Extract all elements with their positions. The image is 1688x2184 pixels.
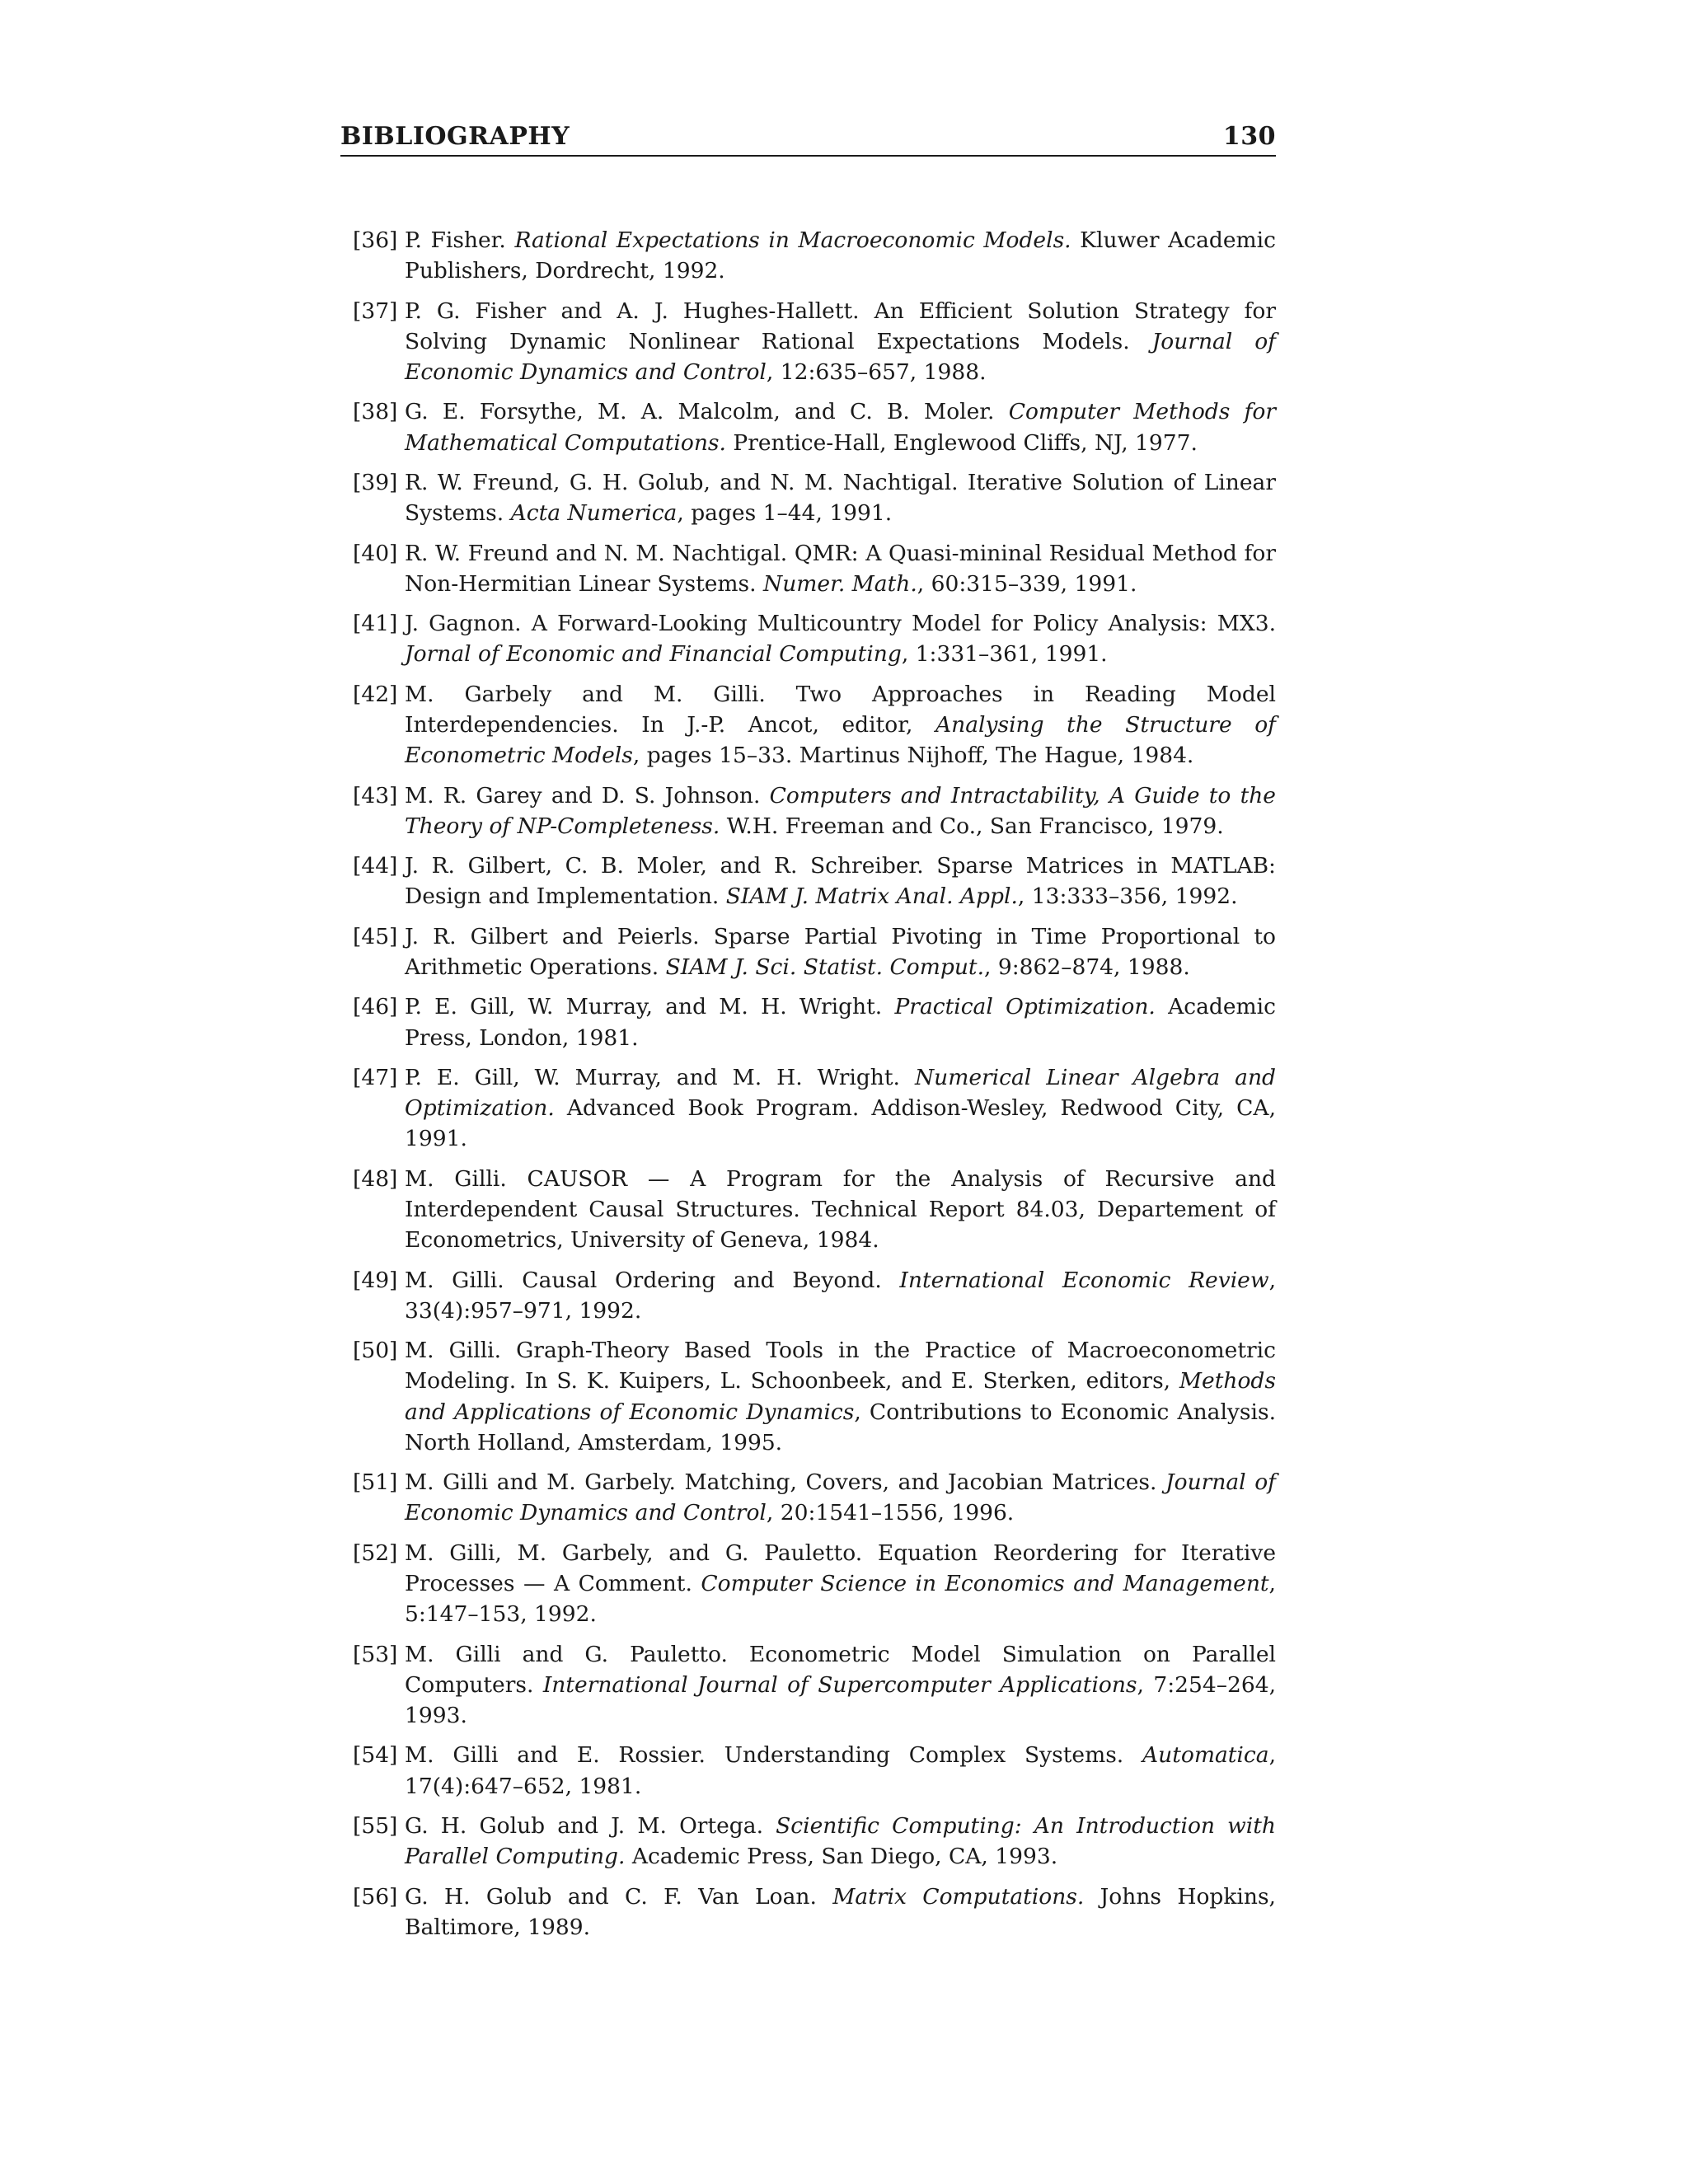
reference-number: [55]	[353, 1812, 398, 1839]
reference-entry	[353, 538, 1276, 599]
reference-entry	[353, 1811, 1276, 1872]
reference-number: [48]	[353, 1165, 398, 1192]
reference-authors-and-title: M. Gilli. CAUSOR — A Program for the Analysis of Recursive and Interdependent Causal Structures. Technical Report 84.03, Departement of Econometrics, University of Geneva, 1984.	[405, 1165, 1276, 1254]
reference-authors-and-title: G. H. Golub and J. M. Ortega.	[405, 1812, 763, 1839]
reference-italic-source: Computer Science in Economics and Management	[701, 1570, 1269, 1596]
reference-authors-and-title: M. Garbely and M. Gilli. Two Approaches in Reading Model Interdependencies. In J.-P. Ancot, editor,	[405, 681, 1276, 738]
reference-number: [47]	[353, 1064, 398, 1090]
reference-publication-details: Academic Press, London, 1981.	[405, 994, 1276, 1051]
reference-publication-details: , 13:333–356, 1992.	[1017, 883, 1238, 910]
reference-authors-and-title: M. Gilli and E. Rossier. Understanding Complex Systems.	[405, 1742, 1124, 1769]
reference-publication-details: , Contributions to Economic Analysis. North Holland, Amsterdam, 1995.	[405, 1399, 1276, 1455]
reference-publication-details: , pages 15–33. Martinus Nijhoff, The Hague, 1984.	[632, 743, 1194, 769]
reference-publication-details: Johns Hopkins, Baltimore, 1989.	[405, 1883, 1276, 1940]
reference-number: [41]	[353, 611, 398, 637]
reference-text	[405, 1164, 1276, 1256]
reference-number: [49]	[353, 1267, 398, 1293]
reference-text	[405, 679, 1276, 771]
reference-text	[405, 1882, 1276, 1943]
reference-number: [37]	[353, 298, 398, 324]
reference-italic-source: Journal of Economic Dynamics and Control	[405, 1469, 1276, 1526]
reference-publication-details: Advanced Book Program. Addison-Wesley, Redwood City, CA, 1991.	[405, 1095, 1276, 1152]
reference-authors-and-title: P. G. Fisher and A. J. Hughes-Hallett. An Efficient Solution Strategy for Solving Dynamic Nonlinear Rational Expectations Models.	[405, 298, 1276, 354]
reference-italic-source: Practical Optimization.	[894, 994, 1156, 1020]
reference-publication-details: Academic Press, San Diego, CA, 1993.	[631, 1844, 1058, 1870]
reference-authors-and-title: R. W. Freund and N. M. Nachtigal. QMR: A Quasi-mininal Residual Method for Non-Hermitian Linear Systems.	[405, 540, 1276, 597]
reference-entry	[353, 1265, 1276, 1326]
reference-number: [52]	[353, 1540, 398, 1566]
reference-italic-source: Automatica	[1142, 1742, 1269, 1769]
reference-authors-and-title: M. Gilli and M. Garbely. Matching, Covers, and Jacobian Matrices.	[405, 1469, 1157, 1496]
reference-authors-and-title: J. Gagnon. A Forward-Looking Multicountry Model for Policy Analysis: MX3.	[405, 611, 1276, 637]
reference-text	[405, 225, 1276, 286]
reference-authors-and-title: G. E. Forsythe, M. A. Malcolm, and C. B. Moler.	[405, 399, 995, 425]
reference-entry	[353, 1882, 1276, 1943]
reference-authors-and-title: M. R. Garey and D. S. Johnson.	[405, 782, 761, 808]
reference-publication-details: Prentice-Hall, Englewood Cliffs, NJ, 1977.	[733, 429, 1198, 456]
reference-number: [40]	[353, 540, 398, 566]
reference-number: [43]	[353, 782, 398, 808]
reference-entry	[353, 679, 1276, 771]
reference-publication-details: , 20:1541–1556, 1996.	[766, 1500, 1015, 1526]
reference-entry	[353, 1538, 1276, 1630]
reference-number: [46]	[353, 994, 398, 1020]
reference-publication-details: W.H. Freeman and Co., San Francisco, 1979.	[726, 813, 1224, 839]
running-header	[340, 117, 1276, 157]
reference-entry	[353, 225, 1276, 286]
reference-text	[405, 1538, 1276, 1630]
reference-text	[405, 608, 1276, 669]
reference-authors-and-title: R. W. Freund, G. H. Golub, and N. M. Nachtigal. Iterative Solution of Linear Systems.	[405, 469, 1276, 527]
reference-authors-and-title: P. Fisher.	[405, 227, 506, 253]
reference-number: [42]	[353, 681, 398, 707]
reference-italic-source: Scientific Computing: An Introduction with Parallel Computing.	[405, 1812, 1276, 1870]
reference-entry	[353, 780, 1276, 841]
reference-italic-source: International Journal of Supercomputer Applications	[542, 1671, 1137, 1698]
reference-authors-and-title: J. R. Gilbert and Peierls. Sparse Partial Pivoting in Time Proportional to Arithmetic Operations.	[405, 923, 1276, 980]
reference-publication-details: Kluwer Academic Publishers, Dordrecht, 1992.	[405, 227, 1276, 284]
reference-number: [50]	[353, 1338, 398, 1364]
reference-publication-details: , 9:862–874, 1988.	[984, 954, 1190, 980]
reference-italic-source: International Economic Review	[899, 1267, 1269, 1293]
reference-entry	[353, 921, 1276, 982]
reference-authors-and-title: M. Gilli and G. Pauletto. Econometric Model Simulation on Parallel Computers.	[405, 1641, 1276, 1698]
reference-number: [44]	[353, 853, 398, 879]
reference-text	[405, 1811, 1276, 1872]
reference-publication-details: , 60:315–339, 1991.	[917, 570, 1137, 597]
reference-number: [38]	[353, 399, 398, 425]
reference-entry	[353, 296, 1276, 388]
reference-text	[405, 851, 1276, 912]
reference-number: [45]	[353, 923, 398, 949]
reference-entry	[353, 1639, 1276, 1732]
section-title: BIBLIOGRAPHY	[340, 122, 570, 151]
reference-italic-source: Analysing the Structure of Econometric Models	[405, 711, 1276, 769]
reference-authors-and-title: P. E. Gill, W. Murray, and M. H. Wright.	[405, 994, 883, 1020]
reference-entry	[353, 396, 1276, 457]
reference-italic-source: SIAM J. Matrix Anal. Appl.	[725, 883, 1018, 910]
reference-italic-source: Acta Numerica	[510, 500, 678, 527]
reference-number: [53]	[353, 1641, 398, 1667]
reference-text	[405, 467, 1276, 528]
reference-number: [36]	[353, 227, 398, 253]
reference-italic-source: Numerical Linear Algebra and Optimization.	[405, 1064, 1277, 1122]
reference-text	[405, 396, 1276, 457]
reference-authors-and-title: G. H. Golub and C. F. Van Loan.	[405, 1883, 817, 1910]
reference-text	[405, 1062, 1276, 1155]
reference-italic-source: Matrix Computations.	[832, 1883, 1085, 1910]
reference-italic-source: Rational Expectations in Macroeconomic Models.	[514, 227, 1071, 253]
reference-publication-details: , 12:635–657, 1988.	[766, 359, 987, 385]
reference-text	[405, 780, 1276, 841]
reference-entry	[353, 851, 1276, 912]
reference-publication-details: , pages 1–44, 1991.	[677, 500, 893, 527]
reference-entry	[353, 991, 1276, 1052]
reference-text	[405, 1265, 1276, 1326]
reference-entry	[353, 467, 1276, 528]
reference-publication-details: , 17(4):647–652, 1981.	[405, 1742, 1276, 1799]
reference-text	[405, 921, 1276, 982]
reference-italic-source: SIAM J. Sci. Statist. Comput.	[665, 954, 984, 980]
reference-text	[405, 1467, 1276, 1528]
reference-list	[353, 225, 1276, 1952]
reference-text	[405, 1335, 1276, 1458]
reference-text	[405, 991, 1276, 1052]
reference-text	[405, 296, 1276, 388]
reference-authors-and-title: J. R. Gilbert, C. B. Moler, and R. Schreiber. Sparse Matrices in MATLAB: Design and Implementation.	[405, 853, 1276, 910]
reference-authors-and-title: M. Gilli. Causal Ordering and Beyond.	[405, 1267, 882, 1293]
reference-italic-source: Jornal of Economic and Financial Computing	[405, 641, 902, 668]
reference-text	[405, 538, 1276, 599]
reference-publication-details: , 7:254–264, 1993.	[405, 1671, 1276, 1728]
reference-number: [51]	[353, 1469, 398, 1496]
reference-italic-source: Journal of Economic Dynamics and Control	[405, 328, 1276, 385]
page-number: 130	[1222, 122, 1276, 151]
reference-authors-and-title: M. Gilli, M. Garbely, and G. Pauletto. Equation Reordering for Iterative Processes — A Comment.	[405, 1540, 1276, 1596]
reference-entry	[353, 1335, 1276, 1458]
reference-italic-source: Methods and Applications of Economic Dynamics	[405, 1368, 1276, 1425]
reference-publication-details: , 33(4):957–971, 1992.	[405, 1267, 1276, 1324]
reference-italic-source: Numer. Math.	[763, 570, 917, 597]
reference-authors-and-title: M. Gilli. Graph-Theory Based Tools in the Practice of Macroeconometric Modeling. In S. K. Kuipers, L. Schoonbeek, and E. Sterken, editors,	[405, 1338, 1276, 1394]
reference-number: [39]	[353, 469, 398, 495]
reference-authors-and-title: P. E. Gill, W. Murray, and M. H. Wright.	[405, 1064, 900, 1090]
reference-italic-source: Computer Methods for Mathematical Computations.	[405, 399, 1276, 456]
reference-number: [56]	[353, 1883, 398, 1910]
reference-text	[405, 1639, 1276, 1732]
reference-text	[405, 1740, 1276, 1801]
reference-publication-details: , 1:331–361, 1991.	[901, 641, 1108, 668]
reference-entry	[353, 608, 1276, 669]
reference-entry	[353, 1062, 1276, 1155]
reference-entry	[353, 1740, 1276, 1801]
reference-publication-details: , 5:147–153, 1992.	[405, 1570, 1276, 1628]
reference-italic-source: Computers and Intractability, A Guide to the Theory of NP-Completeness.	[405, 782, 1276, 839]
reference-number: [54]	[353, 1742, 398, 1769]
reference-entry	[353, 1467, 1276, 1528]
reference-entry	[353, 1164, 1276, 1256]
